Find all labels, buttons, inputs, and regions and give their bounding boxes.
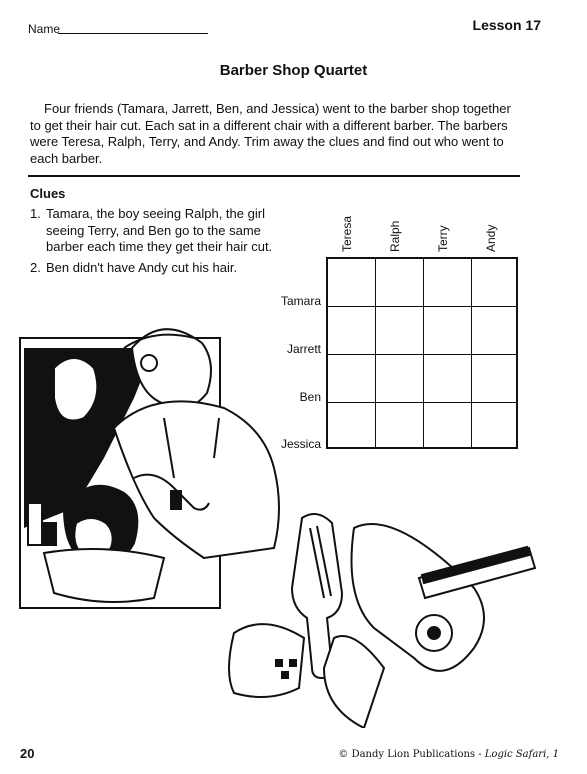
column-label: Andy <box>484 224 498 252</box>
clue-item <box>30 206 275 256</box>
cloth-icon <box>229 624 304 697</box>
row-header-ben: Ben <box>299 390 321 404</box>
row-header-tamara: Tamara <box>280 294 321 308</box>
column-label: Terry <box>436 225 450 252</box>
barber-figure-icon <box>114 329 279 558</box>
clue-text: Ben didn't have Andy cut his hair. <box>46 259 238 275</box>
hair-dryer-icon <box>324 524 484 728</box>
copyright-footer <box>338 749 559 760</box>
clue-number: 1. <box>30 206 41 221</box>
page-number: 20 <box>20 746 35 761</box>
clue-item <box>30 260 275 277</box>
column-header-terry <box>436 210 456 252</box>
page-title: Barber Shop Quartet <box>219 62 368 79</box>
lesson-number: Lesson 17 <box>472 17 541 33</box>
divider <box>28 175 520 177</box>
row-header-jarrett: Jarrett <box>286 342 321 356</box>
column-header-ralph <box>388 210 408 252</box>
row-header-jessica: Jessica <box>280 437 321 451</box>
barber-shop-illustration <box>14 308 554 728</box>
clue-text: Tamara, the boy seeing Ralph, the girl seeing Terry, and Ben go to the same barber each time they get their hair cut. <box>46 206 273 254</box>
intro-paragraph: Four friends (Tamara, Jarrett, Ben, and Jessica) went to the barber shop together to get their hair cut. Each sat in a different chair with a different barber. The barbers were Teresa, Ralph, Terry, and Andy. Trim away the clues and find out who went to each barber. <box>30 101 511 166</box>
name-line[interactable] <box>58 33 208 34</box>
grid-line <box>328 306 516 307</box>
copyright-text: © Dandy Lion Publications - <box>338 749 485 760</box>
clues-heading: Clues <box>30 186 66 201</box>
column-header-teresa <box>340 210 360 252</box>
reflection-figure-icon <box>54 358 97 421</box>
clue-number: 2. <box>30 259 41 275</box>
column-header-andy <box>484 210 504 252</box>
column-label: Ralph <box>388 220 402 252</box>
book-title: Logic Safari, 1 <box>484 749 559 760</box>
name-label: Name <box>28 22 61 36</box>
column-label: Teresa <box>340 215 354 252</box>
clue-list <box>30 206 275 280</box>
